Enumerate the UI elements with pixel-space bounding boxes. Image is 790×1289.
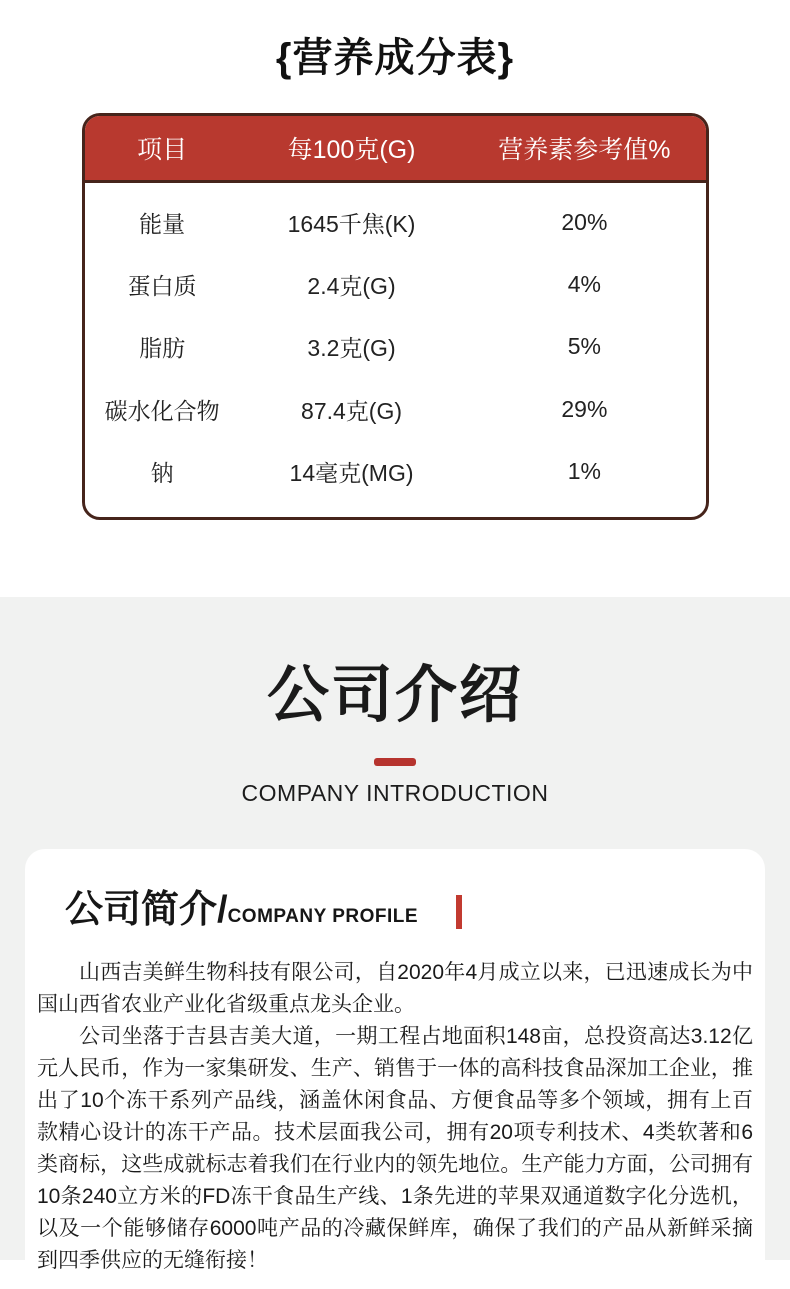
- red-divider-bar: [374, 758, 416, 766]
- nutrition-section: [0, 0, 790, 597]
- cell-item: 钠: [150, 460, 174, 487]
- cell-nrv: 4%: [567, 271, 602, 298]
- profile-heading-en: COMPANY PROFILE: [227, 906, 419, 927]
- cell-amount: 2.4克(G): [307, 273, 396, 300]
- cell-item: 脂肪: [139, 335, 186, 362]
- company-profile-card: [25, 849, 765, 1289]
- profile-paragraph: 公司坐落于吉县吉美大道，一期工程占地面积148亩，总投资高达3.12亿元人民币，作为一家集研发、生产、销售于一体的高科技食品深加工企业，推出了10个冻干系列产品线，涵盖休闲食品、方便食品等多个领域，拥有上百款精心设计的冻干产品。技术层面我公司，拥有20项专利技术、4类软著和6类商标，这些成就标志着我们在行业内的领先地位。生产能力方面，公司拥有10条240立方米的FD冻干食品生产线、1条先进的苹果双通道数字化分选机，以及一个能够储存6000吨产品的冷藏保鲜库，确保了我们的产品从新鲜采摘到四季供应的无缝衔接！: [37, 1025, 753, 1272]
- red-accent-bar: [456, 895, 462, 929]
- cell-amount: 14毫克(MG): [289, 460, 414, 487]
- cell-amount: 87.4克(G): [301, 397, 403, 424]
- header-item: 项目: [137, 136, 188, 164]
- profile-paragraph: 山西吉美鲜生物科技有限公司，自2020年4月成立以来，已迅速成长为中国山西省农业产业化省级重点龙头企业。: [37, 961, 753, 1016]
- header-per-100g: 每100克(G): [287, 136, 416, 164]
- cell-item: 能量: [139, 210, 186, 237]
- company-intro-subtitle: COMPANY INTRODUCTION: [241, 780, 549, 806]
- cell-item: 碳水化合物: [104, 397, 220, 424]
- nutrition-table: [82, 113, 709, 520]
- table-row-sodium: [85, 441, 706, 503]
- company-intro-section: [0, 597, 790, 1272]
- profile-heading-cn: 公司简介/: [65, 889, 228, 932]
- cell-item: 蛋白质: [127, 273, 197, 300]
- cell-nrv: 5%: [567, 333, 602, 360]
- cell-nrv: 1%: [567, 458, 602, 485]
- cell-amount: 1645千焦(K): [287, 210, 416, 237]
- cell-nrv: 29%: [561, 395, 608, 422]
- company-intro-title: 公司介绍: [266, 661, 523, 730]
- nutrition-table-header: [85, 116, 706, 183]
- table-row-fat: [85, 316, 706, 378]
- table-row-carbohydrate: [85, 378, 706, 440]
- profile-heading: [65, 883, 753, 933]
- table-row-energy: [85, 191, 706, 253]
- profile-text: [37, 957, 753, 1277]
- cell-nrv: 20%: [561, 208, 608, 235]
- nutrition-table-body: [85, 183, 706, 517]
- cell-amount: 3.2克(G): [307, 335, 396, 362]
- nutrition-title: {营养成分表}: [275, 36, 515, 80]
- header-nrv-percent: 营养素参考值%: [498, 136, 671, 164]
- table-row-protein: [85, 253, 706, 315]
